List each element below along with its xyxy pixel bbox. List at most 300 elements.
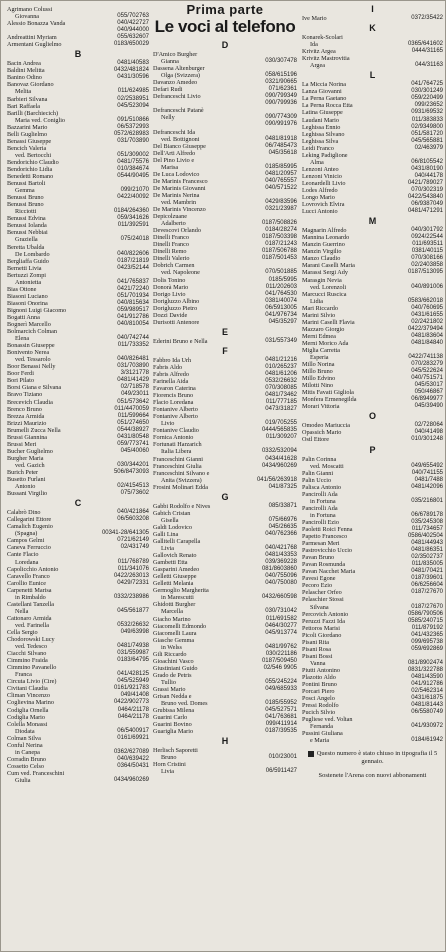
- directory-entry: [7, 763, 149, 770]
- entry-phone: 041/930972: [411, 723, 443, 730]
- entry-phone: 0431/80548: [117, 433, 149, 440]
- directory-entry: [302, 145, 443, 152]
- entry-phone: 0321/23987: [265, 206, 297, 213]
- entry-phone: 0422/379494: [407, 325, 443, 332]
- entry-name: La Miccia Norina: [302, 81, 346, 89]
- directory-entry: [7, 391, 149, 398]
- entry-phone: 0161/921783: [113, 685, 149, 692]
- entry-name: Grisan Nedda e: [153, 693, 192, 701]
- entry-phone: 02/546 9905: [263, 664, 297, 671]
- directory-entry: [302, 618, 443, 625]
- entry-name: Leghissa Silvano: [302, 130, 345, 138]
- directory-entry: [7, 138, 149, 145]
- directory-entry: [153, 192, 297, 199]
- entry-name: Bori Pilato: [7, 377, 34, 385]
- directory-entry: [153, 693, 297, 700]
- directory-entry: [7, 335, 149, 342]
- directory-entry: [7, 476, 149, 483]
- entry-name: Maria ved. Coniglio: [15, 116, 66, 124]
- entry-phone: 071/62361: [268, 86, 297, 93]
- entry-name: Fornica Antonio: [153, 434, 194, 442]
- entry-name: Gambetti Etta: [153, 559, 188, 567]
- entry-name: Campos Gelmi: [7, 537, 45, 545]
- entry-name: Merni Morico Ada: [302, 339, 349, 347]
- entry-phone: 040/944000: [117, 27, 149, 34]
- entry-name: Merni Edmea: [302, 332, 336, 340]
- directory-entry: [153, 114, 297, 121]
- directory-entry: [302, 646, 443, 653]
- directory-entry: [7, 622, 149, 629]
- directory-entry: [7, 537, 149, 544]
- entry-name: Depicolzuane: [153, 213, 188, 221]
- entry-name: Ive Mario: [302, 15, 327, 22]
- directory-entry: [7, 244, 149, 251]
- entry-phone: 011/733352: [117, 342, 149, 349]
- entry-name: Dobrich Carmen: [153, 262, 195, 270]
- entry-name: Pastrovicchio Uccio: [302, 547, 353, 555]
- entry-phone: 0572/628983: [113, 130, 149, 137]
- directory-entry: [153, 136, 297, 143]
- entry-phone: 099/411914: [265, 721, 297, 728]
- directory-entry: [302, 48, 443, 55]
- entry-name: Pancirolli Ada: [302, 490, 338, 498]
- directory-entry: [302, 730, 443, 737]
- entry-name: Mannina Leonardo: [302, 234, 350, 242]
- directory-entry: [7, 307, 149, 314]
- directory-entry: [153, 199, 297, 206]
- directory-entry: [7, 742, 149, 749]
- entry-phone: 049/23011: [121, 391, 149, 398]
- entry-name: Pavan Rosmunda: [302, 561, 346, 569]
- directory-entry: [302, 347, 443, 354]
- directory-entry: [7, 735, 149, 742]
- entry-phone: 0187/501453: [261, 255, 297, 262]
- directory-entry: [7, 124, 149, 131]
- entry-phone: 0185/5995: [268, 276, 297, 283]
- directory-entry: [302, 262, 443, 269]
- directory-entry: [153, 456, 297, 463]
- entry-phone: 0481/43590: [411, 673, 443, 680]
- directory-entry: [302, 681, 443, 688]
- entry-phone: 0187/513095: [407, 269, 443, 276]
- entry-phone: 0421/789027: [407, 179, 443, 186]
- entry-name: Benedetti Romano: [7, 173, 54, 181]
- entry-name: Cella Sergio: [7, 628, 38, 636]
- entry-name: Marini Silvio: [302, 311, 336, 319]
- entry-phone: 506/8473093: [113, 469, 149, 475]
- entry-name: Germoglio Margherita: [153, 587, 209, 595]
- entry-phone: 040/891006: [411, 283, 443, 290]
- entry-phone: 041/763681: [265, 714, 297, 721]
- directory-entry: [153, 319, 297, 326]
- entry-name: Favaron Caterina: [153, 385, 196, 393]
- directory-entry: [153, 420, 297, 427]
- entry-name: Benassi Giuseppe: [7, 137, 52, 145]
- entry-list: [153, 747, 297, 775]
- directory-entry: [302, 152, 443, 159]
- directory-entry: [302, 41, 443, 48]
- directory-entry: [153, 291, 297, 298]
- entry-name: Giacomelli Laura: [153, 629, 197, 637]
- directory-entry: [7, 377, 149, 384]
- directory-entry: [7, 671, 149, 678]
- entry-name: Lodes Alfredo: [302, 186, 338, 194]
- entry-phone: 02/463979: [414, 144, 443, 151]
- directory-entry: [302, 554, 443, 561]
- entry-phone: 0321/90665: [265, 79, 297, 86]
- entry-name: Marini Caselli Flavia: [302, 318, 355, 326]
- entry-phone: 040/822606: [117, 250, 149, 257]
- directory-entry: [302, 138, 443, 145]
- directory-entry: [7, 566, 149, 573]
- entry-phone: 06/8949977: [411, 396, 443, 403]
- entry-phone: 040/741155: [411, 469, 443, 476]
- entry-list: [302, 422, 443, 443]
- directory-entry: [302, 463, 443, 470]
- entry-phone: 011/691582: [265, 615, 297, 622]
- directory-entry: [153, 623, 297, 630]
- entry-phone: 02/4154513: [117, 483, 149, 490]
- column-1: [7, 1, 149, 784]
- entry-phone: 0481/20957: [265, 170, 297, 177]
- directory-entry: [153, 338, 297, 345]
- directory-entry: [7, 523, 149, 530]
- entry-name: De Lombardo: [15, 250, 50, 258]
- entry-phone: 070/302319: [411, 186, 443, 193]
- entry-phone: 011/392591: [117, 222, 149, 229]
- entry-name: Bergliaffa Guido: [7, 257, 49, 265]
- entry-name: ved. Mambrin: [161, 198, 197, 206]
- directory-entry: [302, 34, 443, 41]
- entry-name: ved. Tedesco: [15, 643, 48, 651]
- entry-name: Banovaz Giordano: [7, 81, 54, 89]
- entry-phone: 0381/40115: [411, 248, 443, 255]
- directory-entry: [153, 150, 297, 157]
- entry-phone: 055/245224: [265, 678, 297, 685]
- entry-phone: 045/523094: [117, 102, 149, 109]
- entry-name: Grado de Petris: [153, 671, 192, 679]
- directory-entry: [153, 129, 297, 136]
- directory-entry: [153, 262, 297, 269]
- entry-name: Giasche Gemma: [153, 636, 195, 644]
- entry-name: De Marinis Vincenzo: [153, 206, 206, 214]
- entry-name: Lanza Giovanni: [302, 88, 342, 96]
- entry-phone: 06/9387049: [411, 201, 443, 208]
- entry-name: Benussi Bruno: [7, 194, 44, 202]
- entry-phone: 0481/21216: [265, 356, 297, 363]
- entry-name: Codiglia Ornella: [7, 706, 49, 714]
- entry-name: Pavan Bruno: [302, 554, 335, 562]
- entry-name: ved. Tessarolo: [15, 356, 51, 364]
- directory-entry: [153, 234, 297, 241]
- directory-entry: [7, 356, 149, 363]
- entry-phone: 0481/40583: [117, 60, 149, 67]
- directory-entry: [7, 34, 149, 41]
- entry-name: Gemma: [15, 187, 35, 195]
- entry-name: Konarek-Scolari: [302, 34, 343, 42]
- entry-phone: 0422/40092: [117, 194, 149, 201]
- entry-phone: 0183/650029: [113, 41, 149, 48]
- entry-phone: 0831/322788: [407, 666, 443, 673]
- entry-name: Pecoro Ezio: [302, 582, 333, 590]
- entry-phone: 051/309002: [117, 151, 149, 158]
- entry-phone: 0187/503398: [261, 234, 297, 241]
- entry-phone: 0481/41429: [117, 377, 149, 384]
- directory-entry: [7, 201, 149, 208]
- directory-entry: [302, 429, 443, 436]
- entry-phone: 041/764725: [411, 81, 443, 88]
- entry-name: Flacio Loredana: [153, 399, 194, 407]
- entry-name: Mitis Favati Gigliola: [302, 389, 354, 397]
- entry-phone: 011/341076: [117, 565, 149, 572]
- entry-name: Pavan Nacchet Maria: [302, 568, 356, 576]
- entry-name: Grassi Mario: [153, 685, 186, 693]
- entry-name: Defari Rudi: [153, 86, 183, 94]
- entry-name: Pelaschier Stossi: [302, 596, 344, 604]
- entry-name: Bussani Virgilio: [7, 490, 48, 498]
- entry-name: Percovich Antonio: [302, 610, 349, 618]
- entry-name: Dolis Tonino: [153, 276, 186, 284]
- entry-name: Krivitz Argea: [302, 48, 336, 56]
- entry-name: Palin Gianni: [302, 469, 334, 477]
- entry-phone: 0481/74938: [117, 643, 149, 650]
- entry-phone: 0431/61655: [411, 311, 443, 318]
- entry-phone: 0187/27670: [411, 603, 443, 610]
- directory-entry: [7, 728, 149, 735]
- entry-name: Brumelli Zucca Nella: [7, 426, 61, 434]
- entry-name: Dorigluzzo Pietro: [153, 304, 198, 312]
- entry-phone: 049/655492: [411, 462, 443, 469]
- entry-list: [7, 6, 149, 48]
- entry-phone: 030/301249: [411, 88, 443, 95]
- entry-name: Galli Lina: [153, 530, 179, 538]
- directory-entry: [302, 596, 443, 603]
- directory-entry: [302, 470, 443, 477]
- directory-entry: [7, 551, 149, 558]
- directory-entry: [7, 490, 149, 497]
- entry-phone: 045/26635: [268, 523, 297, 530]
- entry-name: Picoli Giordano: [302, 631, 342, 639]
- entry-name: ved. Lorenzoli: [310, 283, 347, 291]
- directory-entry: [302, 117, 443, 124]
- entry-name: Peruzzi Fazzi Ida: [302, 617, 345, 625]
- entry-name: Bucher Guglielmo: [7, 447, 53, 455]
- entry-name: Castellani Tanzella: [7, 600, 55, 608]
- entry-name: Morari Vittoria: [302, 403, 340, 411]
- directory-entry: [7, 601, 149, 608]
- entry-name: Davanzo Amedeo: [153, 79, 198, 87]
- directory-entry: [7, 559, 149, 566]
- entry-name: Opassich Mario: [302, 429, 342, 437]
- entry-name: Omodeo Mariuccia: [302, 422, 350, 430]
- directory-entry: [302, 653, 443, 660]
- entry-phone: 06/5372993: [117, 123, 149, 130]
- entry-name: in Marescutti: [161, 594, 194, 602]
- entry-name: Bendorichio Lidia: [7, 165, 53, 173]
- directory-entry: [302, 737, 443, 744]
- entry-name: Beretta Ubalda: [7, 243, 45, 251]
- header-title: Le voci al telefono: [154, 17, 296, 36]
- entry-phone: 0586/402504: [407, 533, 443, 540]
- entry-name: Bencich Valeria: [7, 144, 47, 152]
- entry-name: Lidia: [310, 297, 324, 305]
- section-letter: L: [369, 70, 376, 81]
- entry-phone: 0184/28274: [265, 227, 297, 234]
- section-letter: O: [368, 411, 376, 422]
- entry-name: Latina Giuseppe: [302, 109, 343, 117]
- entry-phone: 055/632607: [117, 34, 149, 41]
- entry-phone: 0429/83596: [265, 198, 297, 205]
- directory-entry: [7, 664, 149, 671]
- entry-name: Olga (Svizzera): [161, 72, 200, 80]
- directory-entry: [153, 164, 297, 171]
- entry-phone: 0422/543840: [407, 194, 443, 201]
- entry-name: Caravello Franco: [7, 572, 50, 580]
- directory-entry: [7, 265, 149, 272]
- entry-name: De Marinis Francesco: [153, 177, 208, 185]
- entry-name: Del Bianco Giuseppe: [153, 142, 206, 150]
- entry-phone: 011/734657: [411, 526, 443, 532]
- entry-phone: 02/3502737: [411, 554, 443, 561]
- entry-name: Fernanda: [310, 723, 334, 731]
- directory-entry: [153, 552, 297, 559]
- entry-phone: 045/53017: [414, 382, 443, 389]
- directory-entry: [302, 291, 443, 298]
- entry-phone: 02/2538951: [117, 95, 149, 102]
- directory-entry: [7, 215, 149, 222]
- entry-name: D'Amico Burgher: [153, 51, 198, 58]
- entry-name: Dassena Altenburger: [153, 65, 205, 73]
- entry-name: Palin Corinna: [302, 455, 337, 463]
- entry-phone: 0362/627089: [113, 748, 149, 755]
- directory-entry: [153, 658, 297, 665]
- directory-entry: [7, 509, 149, 516]
- directory-entry: [7, 187, 149, 194]
- entry-name: Melita: [15, 88, 32, 96]
- directory-entry: [7, 608, 149, 615]
- entry-name: [153, 121, 265, 128]
- directory-entry: [7, 685, 149, 692]
- entry-name: Calabrò Dino: [7, 509, 41, 517]
- entry-name: Pussini Giuliana: [302, 730, 343, 738]
- entry-name: Silvana: [310, 603, 329, 611]
- entry-name: Franceschini Giulia: [153, 462, 202, 470]
- entry-name: Biasoni Onorina: [7, 299, 48, 307]
- entry-name: Lovrovich Elvira: [302, 201, 345, 209]
- entry-phone: 081/8603860: [261, 566, 297, 573]
- entry-phone: 030/731042: [265, 608, 297, 615]
- entry-name: [7, 27, 117, 34]
- entry-name: Fabris Alfredo: [153, 370, 189, 378]
- directory-entry: [153, 277, 297, 284]
- entry-name: Fontanive Claudio: [153, 427, 199, 435]
- directory-entry: [302, 512, 443, 519]
- entry-name: Krivitz Mastrovitia: [302, 55, 350, 63]
- directory-entry: [302, 88, 443, 95]
- directory-entry: [153, 503, 297, 510]
- header-subtitle: Prima parte: [186, 2, 264, 17]
- entry-name: Cimmino Fraida: [7, 657, 48, 665]
- entry-name: Parmesan Meri: [302, 540, 340, 548]
- directory-entry: [302, 255, 443, 262]
- entry-name: e Maria: [310, 737, 330, 745]
- section-letter: H: [221, 736, 229, 747]
- entry-phone: 011/768789: [117, 558, 149, 565]
- directory-entry: [302, 15, 443, 22]
- entry-phone: 0432/660598: [261, 594, 297, 601]
- section-letter: F: [222, 345, 228, 356]
- directory-entry: [153, 707, 297, 714]
- entry-phone: 011/383833: [411, 116, 443, 123]
- entry-name: Millo Norina: [302, 361, 335, 369]
- directory-entry: [7, 650, 149, 657]
- directory-entry: [153, 470, 297, 477]
- entry-name: Manzin Virgilio: [302, 248, 342, 256]
- entry-phone: 0481/471291: [407, 208, 443, 215]
- entry-phone: 035/245308: [411, 518, 443, 525]
- directory-entry: [7, 413, 149, 420]
- entry-name: Guarini Carlo: [153, 714, 188, 722]
- directory-entry: [153, 227, 297, 234]
- directory-entry: [302, 227, 443, 234]
- entry-name: Tullio: [161, 678, 176, 686]
- directory-entry: [153, 441, 297, 448]
- entry-name: Dell'Arti Alfredo: [153, 149, 196, 157]
- directory-entry: [302, 639, 443, 646]
- directory-entry: [153, 143, 297, 150]
- entry-name: Ricciotti: [15, 208, 37, 216]
- entry-phone: 02/5462314: [411, 688, 443, 695]
- entry-phone: 0187/509450: [261, 657, 297, 664]
- entry-phone: 0532/26632: [117, 621, 149, 628]
- entry-name: Giustiniani Guido: [153, 664, 198, 672]
- entry-name: Graziella: [15, 236, 38, 244]
- entry-phone: 040/421864: [117, 509, 149, 516]
- directory-entry: [7, 208, 149, 215]
- entry-name: in Welss: [161, 643, 182, 651]
- entry-phone: 0583/662018: [407, 297, 443, 304]
- directory-entry: [153, 559, 297, 566]
- entry-name: Brussi Giannina: [7, 433, 48, 441]
- entry-name: Gioachini Vasco: [153, 657, 194, 665]
- entry-phone: 040/810054: [117, 321, 149, 328]
- entry-phone: 039/369228: [265, 559, 297, 566]
- directory-entry: [7, 314, 149, 321]
- entry-name: Monfera Ermenegilda: [302, 396, 357, 404]
- entry-name: Dorigo Livio: [153, 290, 186, 298]
- entry-name: Palisca Antonio: [302, 483, 342, 491]
- entry-phone: 045/40060: [120, 447, 149, 454]
- entry-name: Grubissa Milena: [153, 707, 195, 715]
- entry-phone: 040/815634: [117, 299, 149, 306]
- directory-entry: [302, 396, 443, 403]
- directory-entry: [7, 236, 149, 243]
- directory-entry: [7, 657, 149, 664]
- directory-entry: [153, 255, 297, 262]
- directory-entry: [153, 72, 297, 79]
- entry-phone: 090/991976: [265, 121, 297, 128]
- directory-entry: [302, 702, 443, 709]
- entry-phone: 040/755096: [265, 573, 297, 580]
- directory-entry: [7, 714, 149, 721]
- directory-entry: [153, 601, 297, 608]
- entry-phone: 0423/52144: [117, 264, 149, 271]
- entry-name: Andreattini Myriam: [7, 34, 57, 42]
- entry-name: Manzin Guerrino: [302, 241, 345, 249]
- entry-phone: 0481/61206: [265, 370, 297, 377]
- entry-phone: 0532/26632: [265, 378, 297, 385]
- entry-name: in Fortuna: [310, 511, 336, 519]
